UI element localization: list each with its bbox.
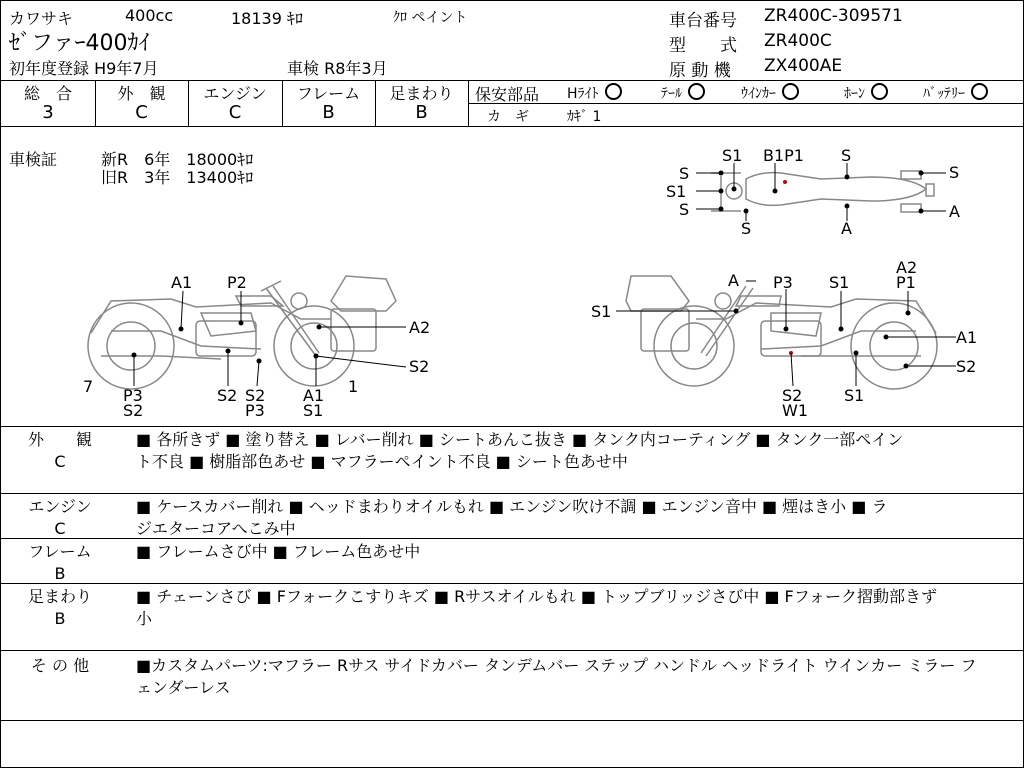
rating-engine-value: C bbox=[228, 102, 242, 123]
shaken-old: 旧R 3年 13400ｷﾛ bbox=[101, 168, 254, 187]
label-left-s2c: S2 bbox=[245, 386, 266, 405]
label-right-s1b: S1 bbox=[844, 386, 865, 405]
safety-title: 保安部品 bbox=[475, 85, 540, 104]
key-label: カ ギ bbox=[487, 109, 529, 125]
remark-exterior-text: ■ 各所きず ■ 塗り替え ■ レバー削れ ■ シートあんこ抜き ■ タンク内コーティング ■ タンク一部ペイン ト不良 ■ 樹脂部色あせ ■ マフラーペイント不良 ■ シート色あせ中 bbox=[136, 430, 904, 471]
model-name: ｾﾞファｰ400ｶｲ bbox=[9, 31, 150, 56]
label-right-s1: S1 bbox=[829, 273, 850, 292]
remark-engine-label: エンジン C bbox=[28, 497, 92, 538]
ok-mark-icon bbox=[871, 83, 888, 100]
label-left-a2: A2 bbox=[409, 318, 431, 337]
rating-exterior-label: 外 観 bbox=[117, 84, 166, 103]
first-registration: 初年度登録 H9年7月 bbox=[9, 59, 159, 78]
label-right-s2: S2 bbox=[956, 357, 977, 376]
remark-suspension-label: 足まわり B bbox=[27, 587, 92, 628]
label-top-s-b: S bbox=[679, 200, 690, 219]
label-right-s2b: S2 bbox=[782, 386, 803, 405]
label-right-w1: W1 bbox=[782, 401, 808, 420]
label-right-p3: P3 bbox=[773, 273, 793, 292]
safety-winker: ｳｲﾝｶｰ bbox=[741, 83, 799, 103]
remark-frame-text: ■ フレームさび中 ■ フレーム色あせ中 bbox=[136, 542, 421, 561]
bike-damage-diagram bbox=[1, 127, 1023, 427]
label-left-p3: P3 bbox=[123, 386, 143, 405]
key-value: ｶｷﾞ 1 bbox=[567, 109, 602, 125]
remark-engine-text: ■ ケースカバー削れ ■ ヘッドまわりオイルもれ ■ エンジン吹け不調 ■ エンジン音中 ■ 煙はき小 ■ ラ ジエターコアへこみ中 bbox=[136, 497, 888, 538]
label-left-a1: A1 bbox=[171, 273, 193, 292]
damage-mark-icon bbox=[783, 180, 787, 184]
rating-suspension-value: B bbox=[415, 102, 428, 123]
label-right-s1-left: S1 bbox=[591, 302, 612, 321]
label-left-7: 7 bbox=[83, 377, 94, 396]
label-top-s1: S1 bbox=[722, 146, 743, 165]
frame-no-label: 車台番号 bbox=[669, 11, 737, 31]
engine-label: 原 動 機 bbox=[669, 61, 731, 81]
label-left-s2a: S2 bbox=[123, 401, 144, 420]
shaken-label: 車検証 bbox=[9, 150, 58, 169]
rating-exterior-value: C bbox=[135, 102, 148, 123]
label-top-s-a: S bbox=[679, 164, 690, 183]
label-top-b1p1: B1P1 bbox=[763, 146, 804, 165]
right-side-bike-drawing bbox=[626, 276, 937, 389]
displacement: 400cc bbox=[125, 6, 174, 25]
safety-horn: ﾎｰﾝ bbox=[844, 83, 888, 103]
remark-frame-label: フレーム B bbox=[28, 542, 92, 583]
label-top-s-c: S bbox=[741, 219, 752, 238]
rating-frame-label: フレーム bbox=[296, 84, 361, 103]
shaken-new: 新R 6年 18000ｷﾛ bbox=[101, 150, 254, 169]
label-right-a1: A1 bbox=[956, 328, 978, 347]
label-right-p1: P1 bbox=[896, 273, 916, 292]
inspection-date: 車検 R8年3月 bbox=[287, 59, 388, 78]
label-top-s: S bbox=[841, 146, 852, 165]
label-right-a2: A2 bbox=[896, 258, 918, 277]
remark-other-label: そ の 他 bbox=[30, 656, 90, 675]
damage-dots bbox=[132, 171, 924, 369]
label-left-a1b: A1 bbox=[303, 386, 325, 405]
label-top-s1b: S1 bbox=[666, 182, 687, 201]
rating-frame-value: B bbox=[322, 102, 335, 123]
label-left-1: 1 bbox=[348, 377, 359, 396]
label-top-a: A bbox=[949, 202, 960, 221]
ok-mark-icon bbox=[782, 83, 799, 100]
rating-total-label: 総 合 bbox=[23, 84, 72, 103]
remark-exterior-label: 外 観 C bbox=[27, 430, 92, 471]
rating-suspension-label: 足まわり bbox=[389, 84, 454, 103]
model-code: ZR400C bbox=[764, 31, 832, 51]
label-left-s2b: S2 bbox=[217, 386, 238, 405]
maker: カワサキ bbox=[9, 9, 74, 28]
rating-total-value: 3 bbox=[42, 102, 54, 123]
model-label: 型 式 bbox=[669, 36, 737, 56]
top-view-bike-drawing bbox=[711, 171, 934, 212]
rating-engine-label: エンジン bbox=[203, 84, 267, 103]
remark-suspension-text: ■ チェーンさび ■ Fフォークこすりキズ ■ Rサスオイルもれ ■ トップブリッジさび中 ■ Fフォーク摺動部きず 小 bbox=[136, 587, 937, 628]
label-left-p2: P2 bbox=[227, 273, 247, 292]
label-left-s2: S2 bbox=[409, 357, 430, 376]
ok-mark-icon bbox=[971, 83, 988, 100]
engine-code: ZX400AE bbox=[764, 56, 843, 76]
label-left-p3b: P3 bbox=[245, 401, 265, 420]
safety-battery: ﾊﾞｯﾃﾘｰ bbox=[923, 83, 988, 103]
frame-no: ZR400C-309571 bbox=[764, 6, 903, 26]
body-color: ｸﾛ ペイント bbox=[393, 10, 468, 26]
safety-headlight: Hﾗｲﾄ bbox=[567, 83, 622, 103]
mileage: 18139 ｷﾛ bbox=[231, 9, 303, 28]
remark-other-text: ■カスタムパーツ:マフラー Rサス サイドカバー タンデムバー ステップ ハンドル ヘッドライト ウインカー ミラー フ ェンダーレス bbox=[136, 656, 977, 697]
ok-mark-icon bbox=[605, 83, 622, 100]
ok-mark-icon bbox=[688, 83, 705, 100]
label-right-a: A bbox=[728, 271, 739, 290]
label-top-s-d: S bbox=[949, 163, 960, 182]
safety-tail: ﾃｰﾙ bbox=[661, 83, 705, 103]
label-top-a-b: A bbox=[841, 219, 852, 238]
label-left-s1: S1 bbox=[303, 401, 324, 420]
